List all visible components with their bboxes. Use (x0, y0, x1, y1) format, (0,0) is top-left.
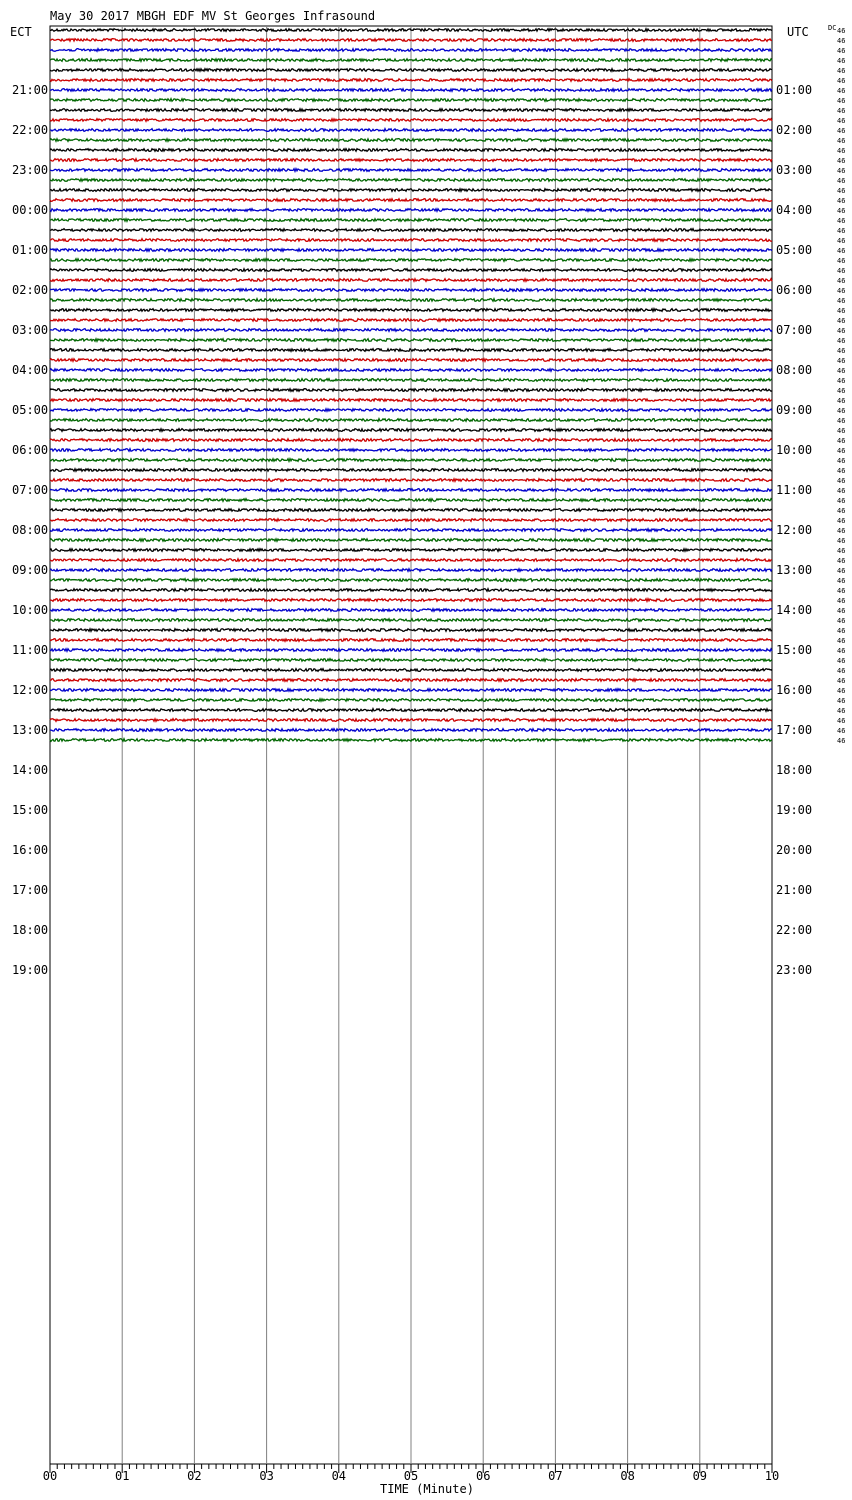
right-hour-label: 22:00 (776, 923, 813, 937)
trace-scale-label: 46 (837, 397, 846, 405)
right-hour-label: 07:00 (776, 323, 813, 337)
left-timezone-label: ECT (10, 25, 32, 39)
right-hour-label: 19:00 (776, 803, 813, 817)
left-hour-label: 10:00 (12, 603, 49, 617)
x-tick-label: 02 (187, 1469, 202, 1483)
left-hour-label: 04:00 (12, 363, 49, 377)
left-hour-label: 16:00 (12, 843, 49, 857)
right-hour-label: 08:00 (776, 363, 813, 377)
trace-scale-label: 46 (837, 607, 846, 615)
left-hour-label: 09:00 (12, 563, 49, 577)
trace-scale-label: 46 (837, 667, 846, 675)
trace-scale-label: 46 (837, 507, 846, 515)
x-tick-label: 04 (331, 1469, 347, 1483)
x-tick-label: 09 (692, 1469, 708, 1483)
trace-scale-label: 46 (837, 697, 846, 705)
right-hour-label: 06:00 (776, 283, 813, 297)
trace-scale-label: 46 (837, 647, 846, 655)
trace-scale-label: 46 (837, 97, 846, 105)
right-hour-label: 11:00 (776, 483, 813, 497)
trace-scale-label: 46 (837, 197, 846, 205)
trace-scale-label: 46 (837, 177, 846, 185)
trace-scale-label: 46 (837, 717, 846, 725)
trace-scale-label: 46 (837, 207, 846, 215)
right-hour-label: 13:00 (776, 563, 813, 577)
trace-scale-label: 46 (837, 167, 846, 175)
left-hour-label: 13:00 (12, 723, 49, 737)
trace-scale-label: 46 (837, 357, 846, 365)
right-hour-label: 18:00 (776, 763, 813, 777)
trace-scale-label: 46 (837, 257, 846, 265)
trace-scale-label: 46 (837, 417, 846, 425)
trace-scale-label: 46 (837, 47, 846, 55)
left-hour-label: 06:00 (12, 443, 49, 457)
left-hour-label: 17:00 (12, 883, 49, 897)
trace-scale-label: 46 (837, 627, 846, 635)
right-hour-label: 04:00 (776, 203, 813, 217)
trace-scale-label: 46 (837, 457, 846, 465)
trace-scale-label: 46 (837, 307, 846, 315)
left-hour-label: 22:00 (12, 123, 49, 137)
right-hour-label: 05:00 (776, 243, 813, 257)
left-hour-label: 14:00 (12, 763, 49, 777)
trace-scale-label: 46 (837, 537, 846, 545)
x-tick-label: 07 (548, 1469, 563, 1483)
trace-scale-label: 46 (837, 427, 846, 435)
trace-scale-label: 46 (837, 567, 846, 575)
left-hour-label: 02:00 (12, 283, 49, 297)
left-hour-label: 21:00 (12, 83, 49, 97)
right-hour-label: 02:00 (776, 123, 813, 137)
right-hour-label: 14:00 (776, 603, 813, 617)
trace-scale-label: 46 (837, 27, 846, 35)
trace-scale-label: 46 (837, 447, 846, 455)
x-tick-label: 05 (403, 1469, 419, 1483)
trace-scale-label: 46 (837, 527, 846, 535)
trace-scale-label: 46 (837, 77, 846, 85)
right-hour-label: 12:00 (776, 523, 813, 537)
trace-scale-label: 46 (837, 657, 846, 665)
trace-scale-label: 46 (837, 277, 846, 285)
trace-scale-label: 46 (837, 367, 846, 375)
trace-scale-label: 46 (837, 327, 846, 335)
trace-scale-label: 46 (837, 147, 846, 155)
x-tick-label: 06 (475, 1469, 491, 1483)
right-hour-label: 17:00 (776, 723, 813, 737)
trace-scale-label: 46 (837, 217, 846, 225)
left-hour-label: 00:00 (12, 203, 49, 217)
left-hour-label: 15:00 (12, 803, 49, 817)
chart-title: May 30 2017 MBGH EDF MV St Georges Infrasound (50, 9, 376, 23)
trace-scale-label: 46 (837, 37, 846, 45)
x-tick-label: 08 (620, 1469, 635, 1483)
trace-scale-label: 46 (837, 117, 846, 125)
trace-scale-label: 46 (837, 547, 846, 555)
right-hour-label: 10:00 (776, 443, 813, 457)
trace-scale-label: 46 (837, 377, 846, 385)
trace-scale-label: 46 (837, 727, 846, 735)
left-hour-label: 08:00 (12, 523, 49, 537)
x-tick-label: 00 (42, 1469, 58, 1483)
trace-scale-label: 46 (837, 287, 846, 295)
trace-scale-label: 46 (837, 247, 846, 255)
trace-scale-label: 46 (837, 487, 846, 495)
trace-scale-label: 46 (837, 687, 846, 695)
trace-scale-label: 46 (837, 127, 846, 135)
trace-scale-label: 46 (837, 67, 846, 75)
right-timezone-label: UTC (787, 25, 809, 39)
left-hour-label: 12:00 (12, 683, 49, 697)
left-hour-label: 11:00 (12, 643, 49, 657)
trace-scale-label: 46 (837, 437, 846, 445)
trace-scale-label: 46 (837, 107, 846, 115)
left-hour-label: 03:00 (12, 323, 49, 337)
trace-scale-label: 46 (837, 227, 846, 235)
trace-scale-label: 46 (837, 517, 846, 525)
right-hour-label: 15:00 (776, 643, 813, 657)
trace-scale-label: 46 (837, 497, 846, 505)
trace-scale-label: 46 (837, 587, 846, 595)
trace-scale-label: 46 (837, 407, 846, 415)
right-hour-label: 23:00 (776, 963, 813, 977)
scale-header: DC (828, 24, 837, 32)
right-hour-label: 01:00 (776, 83, 813, 97)
left-hour-label: 18:00 (12, 923, 49, 937)
right-hour-label: 21:00 (776, 883, 813, 897)
x-tick-label: 03 (259, 1469, 274, 1483)
trace-scale-label: 46 (837, 297, 846, 305)
x-axis-label: TIME (Minute) (380, 1482, 474, 1496)
trace-scale-label: 46 (837, 187, 846, 195)
left-hour-label: 23:00 (12, 163, 49, 177)
trace-scale-label: 46 (837, 467, 846, 475)
right-hour-label: 20:00 (776, 843, 813, 857)
left-hour-label: 07:00 (12, 483, 49, 497)
x-tick-label: 10 (764, 1469, 780, 1483)
trace-scale-label: 46 (837, 387, 846, 395)
trace-scale-label: 46 (837, 267, 846, 275)
right-hour-label: 03:00 (776, 163, 813, 177)
trace-scale-label: 46 (837, 637, 846, 645)
trace-scale-label: 46 (837, 347, 846, 355)
right-hour-label: 09:00 (776, 403, 813, 417)
trace-scale-label: 46 (837, 157, 846, 165)
trace-scale-label: 46 (837, 137, 846, 145)
trace-scale-label: 46 (837, 737, 846, 745)
trace-scale-label: 46 (837, 237, 846, 245)
trace-scale-label: 46 (837, 337, 846, 345)
trace-scale-label: 46 (837, 677, 846, 685)
trace-scale-label: 46 (837, 577, 846, 585)
right-hour-label: 16:00 (776, 683, 813, 697)
x-tick-label: 01 (114, 1469, 130, 1483)
trace-scale-label: 46 (837, 597, 846, 605)
trace-scale-label: 46 (837, 317, 846, 325)
left-hour-label: 01:00 (12, 243, 49, 257)
trace-scale-label: 46 (837, 87, 846, 95)
trace-scale-label: 46 (837, 477, 846, 485)
trace-scale-label: 46 (837, 557, 846, 565)
left-hour-label: 05:00 (12, 403, 49, 417)
trace-scale-label: 46 (837, 707, 846, 715)
left-hour-label: 19:00 (12, 963, 49, 977)
trace-scale-label: 46 (837, 617, 846, 625)
trace-scale-label: 46 (837, 57, 846, 65)
